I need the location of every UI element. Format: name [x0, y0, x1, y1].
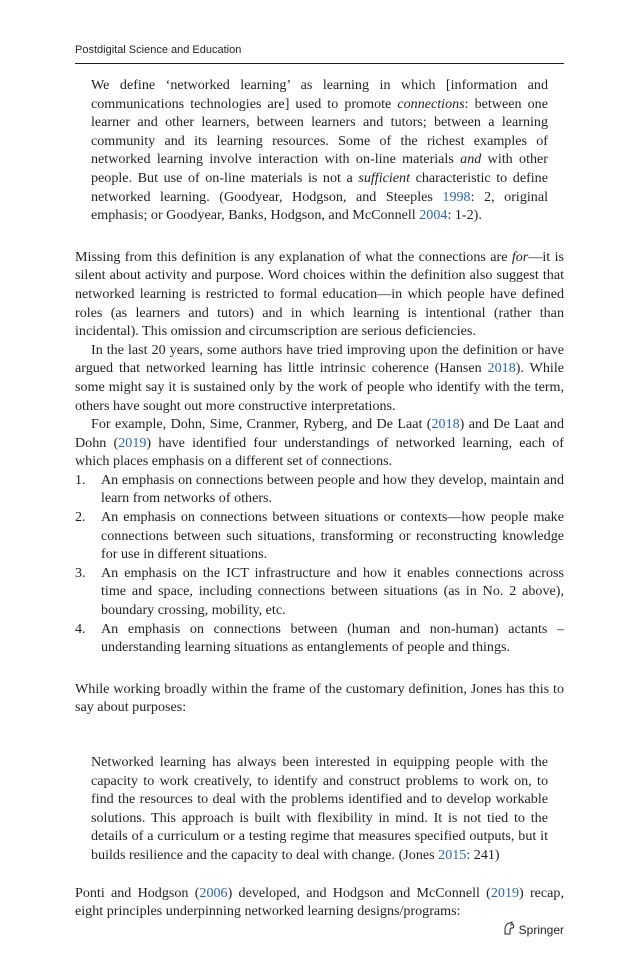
quote-paragraph: We define ‘networked learning’ as learning in which [information and communications technologies are] used to promote connections: between one learner and other learners, between learners and tutors; between a learning community and its learning resources. Some of the richest examples of networked learning involve interaction with on-line materials and with other people. But use of on-line materials is not a sufficient characteristic to define networked learning. (Goodyear, Hodgson, and Steeples 1998: 2, original emphasis; or Goodyear, Banks, Hodgson, and McConnell 2004: 1-2).	[91, 77, 548, 224]
citation-link[interactable]: 2019	[118, 434, 147, 451]
header-rule	[75, 63, 564, 64]
body-paragraph: For example, Dohn, Sime, Cranmer, Ryberg, and De Laat (2018) and De Laat and Dohn (2019) have identified four understandings of networked learning, each of which places emphasis on a different set of connections.	[75, 416, 564, 470]
citation-link[interactable]: 2018	[487, 360, 516, 377]
citation-link[interactable]: 1998	[442, 188, 471, 205]
numbered-list	[75, 471, 564, 657]
publisher-logo	[502, 921, 564, 938]
block-quote-jones	[91, 753, 548, 865]
body-paragraph: In the last 20 years, some authors have tried improving upon the definition or have argued that networked learning has little intrinsic coherence (Hansen 2018). While some might say it is sustained only by the work of people who identify with the term, others have sought out more constructive interpretations.	[75, 341, 564, 414]
body-paragraph: While working broadly within the frame of the customary definition, Jones has this to say about purposes:	[75, 680, 564, 716]
citation-link[interactable]: 2004	[419, 207, 448, 224]
body-paragraph: Missing from this definition is any explanation of what the connections are for—it is silent about activity and purpose. Word choices within the definition also suggest that networked learning is restricted to formal education—in which people have defined roles (as learners and tutors) and in which learning is intentional (rather than incidental). This omission and circumscription are serious deficiencies.	[75, 248, 564, 340]
running-head: Postdigital Science and Education	[75, 44, 242, 56]
list-item: 3. An emphasis on the ICT infrastructure and how it enables connections across time and space, including connections between situations (as in No. 2 above), boundary crossing, mobility, etc.	[75, 564, 564, 619]
citation-link[interactable]: 2019	[490, 884, 520, 901]
page-body	[75, 76, 564, 921]
list-item: 2. An emphasis on connections between situations or contexts—how people make connections between such situations, transforming or reconstructing knowledge for use in different situations.	[75, 509, 564, 563]
block-quote-definition	[91, 76, 548, 225]
citation-link[interactable]: 2006	[199, 884, 228, 901]
citation-link[interactable]: 2015	[438, 846, 467, 863]
body-paragraph: Ponti and Hodgson (2006) developed, and Hodgson and McConnell (2019) recap, eight principles underpinning networked learning designs/programs:	[75, 884, 564, 920]
list-item: 1. An emphasis on connections between people and how they develop, maintain and learn from networks of others.	[75, 471, 564, 507]
publisher-name: Springer	[518, 922, 564, 937]
citation-link[interactable]: 2018	[431, 416, 460, 433]
springer-horse-icon	[502, 921, 516, 938]
quote-paragraph: Networked learning has always been interested in equipping people with the capacity to work creatively, to identify and construct problems to work on, to find the resources to deal with the problems identified and to develop workable solutions. This approach is built with flexibility in mind. It is not tied to the details of a curriculum or a testing regime that measures specified outputs, but it builds resilience and the capacity to deal with change. (Jones 2015: 241)	[91, 754, 548, 863]
list-item: 4. An emphasis on connections between (human and non-human) actants – understanding learning situations as entanglements of people and things.	[75, 620, 564, 656]
